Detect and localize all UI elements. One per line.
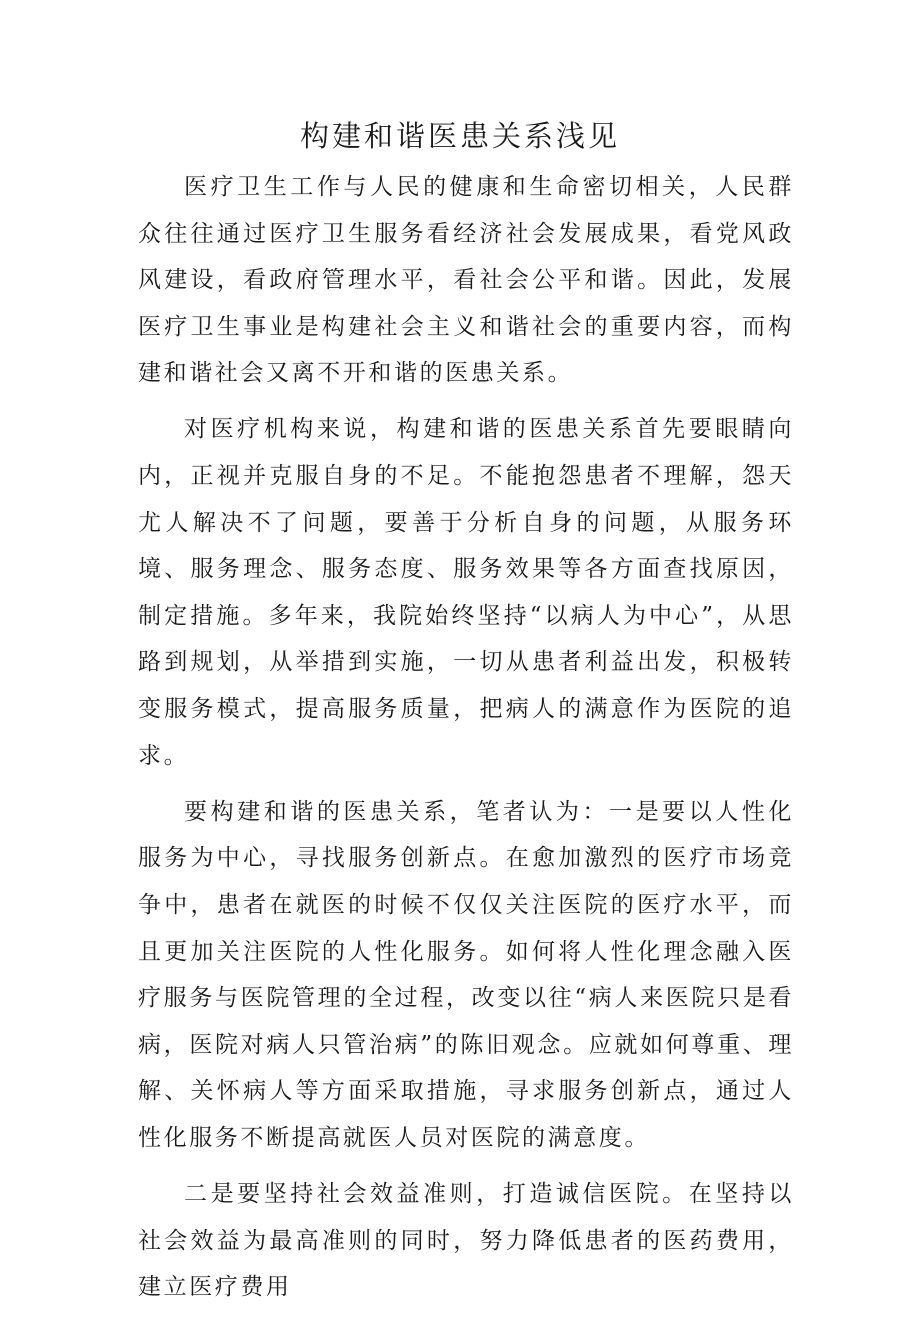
paragraph-2: 对医疗机构来说，构建和谐的医患关系首先要眼睛向内，正视并克服自身的不足。不能抱怨患者不理解，怨天尤人解决不了问题，要善于分析自身的问题，从服务环境、服务理念、服务态度、服务效果等各方面查找原因，制定措施。多年来，我院始终坚持“以病人为中心”，从思路到规划，从举措到实施，一切从患者利益出发，积极转变服务模式，提高服务质量，把病人的满意作为医院的追求。 (138, 416, 794, 769)
document-body (138, 164, 794, 1320)
paragraph-1: 医疗卫生工作与人民的健康和生命密切相关，人民群众往往通过医疗卫生服务看经济社会发展成果，看党风政风建设，看政府管理水平，看社会公平和谐。因此，发展医疗卫生事业是构建社会主义和谐社会的重要内容，而构建和谐社会又离不开和谐的医患关系。 (138, 174, 794, 387)
paragraph-3: 要构建和谐的医患关系，笔者认为：一是要以人性化服务为中心，寻找服务创新点。在愈加激烈的医疗市场竞争中，患者在就医的时候不仅仅关注医院的医疗水平，而且更加关注医院的人性化服务。如何将人性化理念融入医疗服务与医院管理的全过程，改变以往“病人来医院只是看病，医院对病人只管治病”的陈旧观念。应就如何尊重、理解、关怀病人等方面采取措施，寻求服务创新点，通过人性化服务不断提高就医人员对医院的满意度。 (138, 798, 794, 1151)
document-title: 构建和谐医患关系浅见 (299, 119, 620, 153)
paragraph-4: 二是要坚持社会效益准则，打造诚信医院。在坚持以社会效益为最高准则的同时，努力降低患者的医药费用，建立医疗费用 (138, 1180, 794, 1301)
